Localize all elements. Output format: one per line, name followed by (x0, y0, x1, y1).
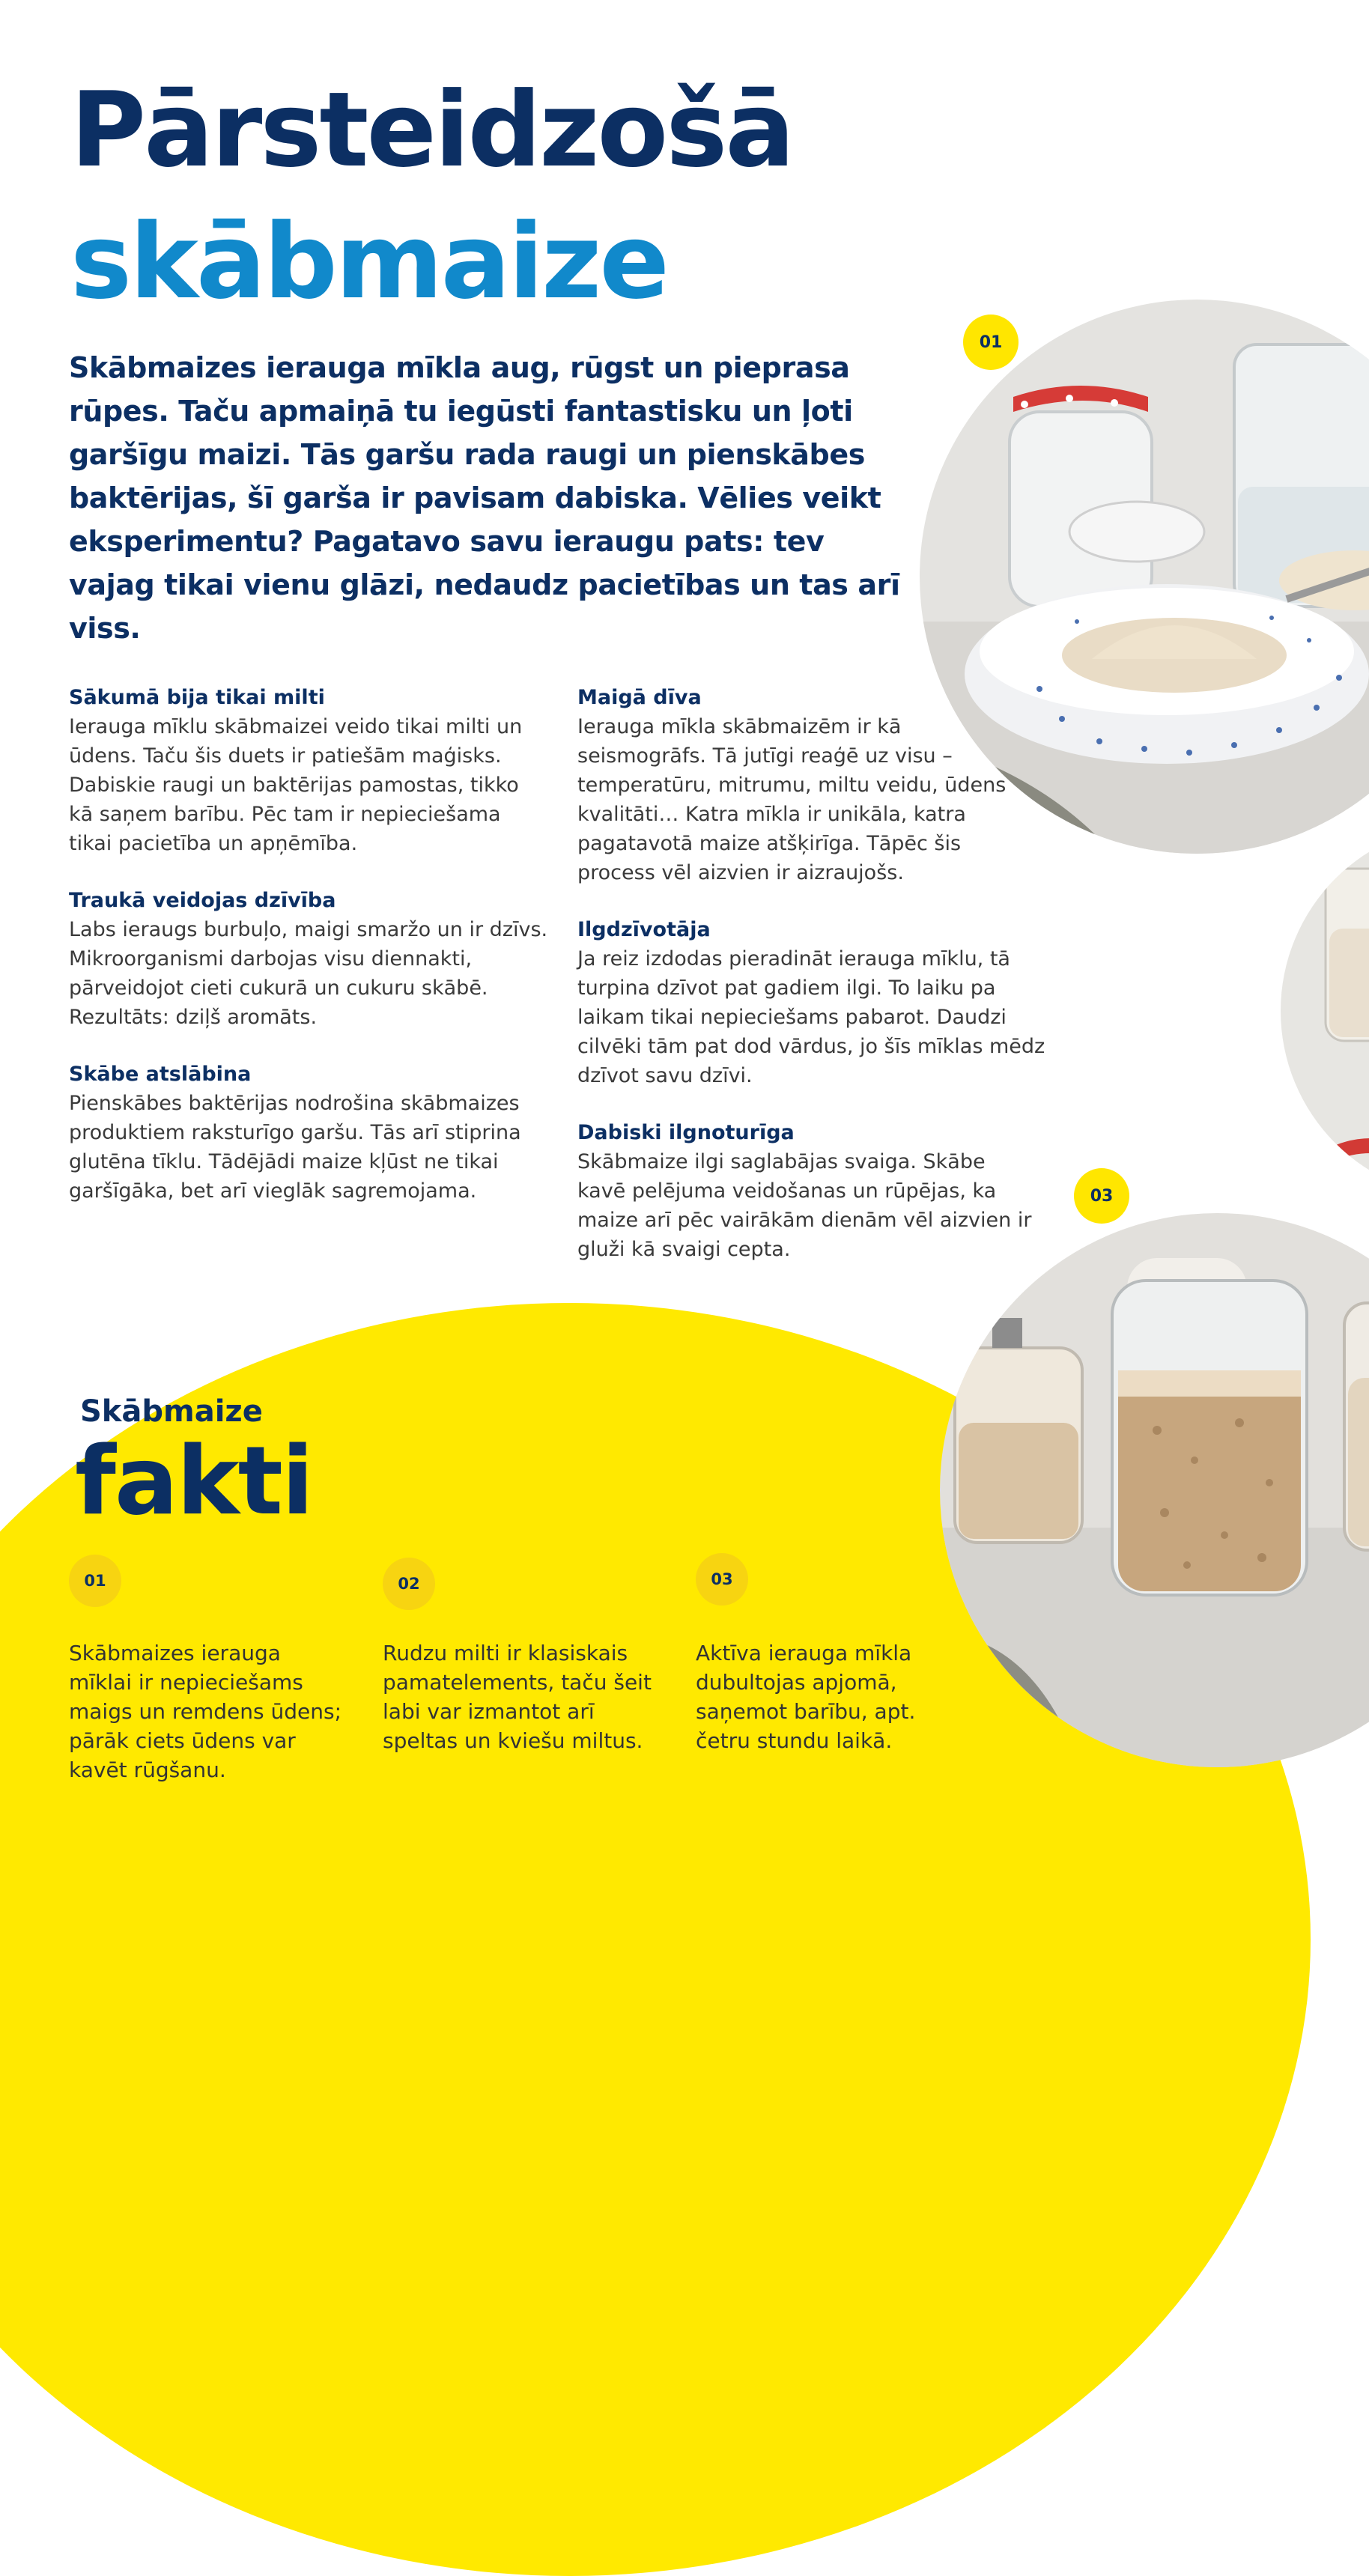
partial-photo-illustration (1281, 824, 1369, 1198)
fact-text-03: Aktīva ierauga mīkla dubultojas apjomā, saņemot barību, apt. četru stundu laikā. (696, 1641, 916, 1753)
facts-subtitle: Skābmaize (80, 1394, 263, 1429)
page-title-line1: Pārsteidzošā (70, 70, 793, 190)
fact-text-01: Skābmaizes ierauga mīklai ir nepieciešams maigs un remdens ūdens; pārāk ciets ūdens var kavēt rūgšanu. (69, 1641, 342, 1782)
fact-badge-01: 01 (69, 1555, 121, 1607)
section-dabiski-ilgnoturiga (577, 1118, 1072, 1264)
section-heading: Maigā dīva (577, 686, 702, 709)
fact-badge-03: 03 (696, 1553, 748, 1606)
photo-badge-03: 03 (1074, 1168, 1129, 1224)
fact-text-02: Rudzu milti ir klasiskais pamatelements, taču šeit labi var izmantot arī speltas un kviešu miltus. (383, 1641, 652, 1753)
fact-badge-02: 02 (383, 1558, 435, 1610)
section-heading: Sākumā bija tikai milti (69, 686, 325, 709)
section-trauka-veidojas-dziviba (69, 886, 563, 1032)
section-text: Ierauga mīkla skābmaizēm ir kā seismogrāfs. Tā jutīgi reaģē uz visu – temperatūru, mitrumu, miltu veidu, ūdens kvalitāti… Katra mīkla ir unikāla, katra pagatavotā maize atšķirīga. Tāpēc šis process vēl aizvien ir aizraujošs. (577, 715, 1007, 884)
photo-badge-01: 01 (963, 315, 1019, 370)
intro-paragraph: Skābmaizes ierauga mīkla aug, rūgst un pieprasa rūpes. Taču apmaiņā tu iegūsti fantastisku un ļoti garšīgu maizi. Tās garšu rada raugi un pienskābes baktērijas, šī garša ir pavisam dabiska. Vēlies veikt eksperimentu? Pagatavo savu ieraugu pats: tev vajag tikai vienu glāzi, nedaudz pacietības un tas arī viss. (69, 351, 900, 645)
photo-partial-middle (1281, 824, 1369, 1198)
page-title-line2: skābmaize (70, 201, 667, 322)
section-sakuma-bija-tikai-milti (69, 683, 563, 858)
section-heading: Dabiski ilgnoturīga (577, 1121, 795, 1144)
section-text: Skābmaize ilgi saglabājas svaiga. Skābe kavē pelējuma veidošanas un rūpējas, ka maize arī pēc vairākām dienām vēl aizvien ir gluži kā svaigi cepta. (577, 1150, 1032, 1261)
section-text: Ja reiz izdodas pieradināt ierauga mīklu, tā turpina dzīvot pat gadiem ilgi. To laiku pa laikam tikai nepieciešams pabarot. Daudzi cilvēki tām pat dod vārdus, jo šīs mīklas mēdz dzīvot savu dzīvi. (577, 947, 1045, 1087)
section-heading: Skābe atslābina (69, 1063, 252, 1086)
section-ilgdzivotaja (577, 915, 1072, 1090)
section-heading: Ilgdzīvotāja (577, 918, 711, 941)
section-skabe-atslabina (69, 1060, 563, 1206)
facts-title: fakti (75, 1426, 313, 1536)
section-text: Ierauga mīklu skābmaizei veido tikai milti un ūdens. Taču šis duets ir patiešām maģisks. Dabiskie raugi un baktērijas pamostas, tikko kā saņem barību. Pēc tam ir nepieciešama tikai pacietība un apņēmība. (69, 715, 523, 855)
section-text: Labs ieraugs burbuļo, maigi smaržo un ir dzīvs. Mikroorganismi darbojas visu diennakti, pārveidojot cieti cukurā un cukuru skābē. Rezultāts: dziļš aromāts. (69, 918, 548, 1029)
section-heading: Traukā veidojas dzīvība (69, 889, 336, 912)
section-text: Pienskābes baktērijas nodrošina skābmaizes produktiem raksturīgo garšu. Tās arī stiprina glutēna tīklu. Tādējādi maize kļūst ne tikai garšīgāka, bet arī vieglāk sagremojama. (69, 1092, 521, 1203)
